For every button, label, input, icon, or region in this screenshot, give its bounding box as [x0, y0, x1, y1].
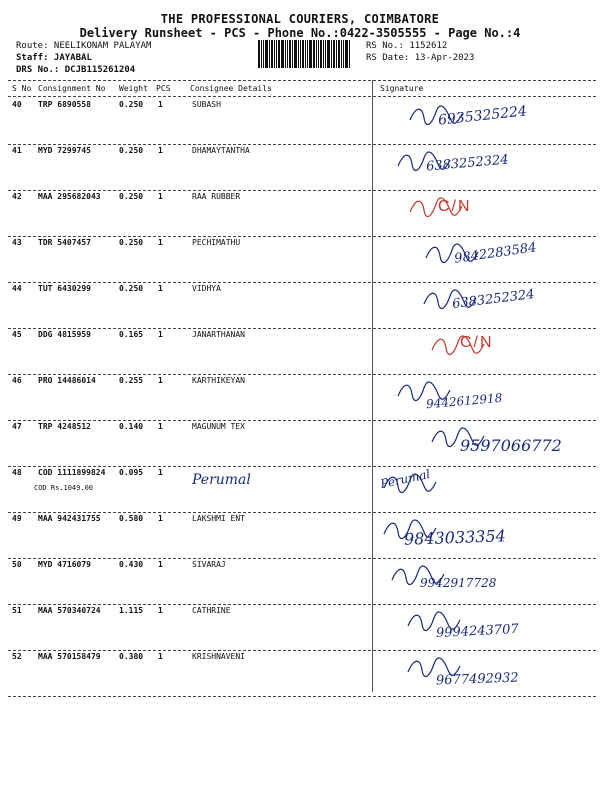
table-row [0, 330, 600, 374]
row-sno: 43 [12, 238, 22, 247]
row-consignee: SIVARAJ [192, 560, 226, 569]
signature-scribble [404, 608, 464, 634]
signature-text: 9677492932 [435, 670, 519, 689]
table-row [0, 284, 600, 328]
row-separator [8, 650, 596, 651]
col-weight: Weight [119, 84, 148, 93]
drs-number: DRS No.: DCJB115261204 [16, 65, 136, 75]
table-row [0, 468, 600, 512]
row-consignment: MAA 570340724 [38, 606, 101, 615]
signature-text: 9442612918 [425, 390, 503, 412]
signature-scribble [394, 378, 454, 404]
row-pcs: 1 [158, 100, 163, 109]
signature-scribble [428, 424, 488, 450]
row-consignment: TUT 6430299 [38, 284, 91, 293]
row-separator [8, 604, 596, 605]
table-row [0, 376, 600, 420]
row-consignee: SUBASH [192, 100, 221, 109]
signature-text: Perumal [379, 466, 432, 492]
signature-text: C/N [460, 334, 494, 351]
row-sno: 46 [12, 376, 22, 385]
row-sno: 47 [12, 422, 22, 431]
row-sno: 41 [12, 146, 22, 155]
table-row [0, 606, 600, 650]
row-consignee: MAGUNUM TEX [192, 422, 245, 431]
row-consignment: TRP 4248512 [38, 422, 91, 431]
row-sno: 48 [12, 468, 22, 477]
table-row [0, 238, 600, 282]
row-consignee: KRISHNAVENI [192, 652, 245, 661]
company-title: THE PROFESSIONAL COURIERS, COIMBATORE [160, 12, 440, 26]
row-sno: 40 [12, 100, 22, 109]
row-sno: 51 [12, 606, 22, 615]
table-row [0, 192, 600, 236]
row-separator [8, 190, 596, 191]
row-pcs: 1 [158, 284, 163, 293]
table-top-rule [8, 80, 596, 81]
row-consignee: Perumal [192, 472, 251, 488]
rs-date: RS Date: 13-Apr-2023 [366, 53, 475, 63]
row-consignment: TRP 6890558 [38, 100, 91, 109]
row-pcs: 1 [158, 330, 163, 339]
row-separator [8, 512, 596, 513]
row-consignment: COD 1111899824 [38, 468, 106, 477]
row-weight: 0.255 [119, 376, 144, 385]
row-separator [8, 236, 596, 237]
row-sno: 44 [12, 284, 22, 293]
signature-scribble [406, 102, 466, 128]
signature-text: 9597066772 [460, 436, 562, 455]
row-consignee: RAA RUBBER [192, 192, 241, 201]
signature-scribble [428, 332, 488, 358]
row-consignee: PECHIMATHU [192, 238, 241, 247]
row-consignee: CATHRINE [192, 606, 231, 615]
row-pcs: 1 [158, 560, 163, 569]
row-sno: 45 [12, 330, 22, 339]
signature-scribble [388, 562, 448, 588]
row-pcs: 1 [158, 514, 163, 523]
meta-left [16, 40, 151, 76]
row-sno: 52 [12, 652, 22, 661]
col-pcs: PCS [156, 84, 171, 93]
signature-text: C/N [438, 198, 472, 215]
table-row [0, 146, 600, 190]
signature-text: 9842283584 [453, 240, 538, 267]
row-consignment: MYD 7299745 [38, 146, 91, 155]
row-separator [8, 696, 596, 697]
col-consignment: Consignment No [38, 84, 106, 93]
row-consignment: PRO 14486014 [38, 376, 96, 385]
col-sno: S No [12, 84, 32, 93]
meta-right [366, 40, 474, 64]
row-weight: 0.250 [119, 146, 144, 155]
route: Route: NEELIKONAM PALAYAM [16, 41, 152, 51]
row-separator [8, 328, 596, 329]
signature-text: 6383252324 [451, 287, 536, 312]
barcode [258, 40, 358, 68]
signature-scribble [380, 516, 440, 542]
cod-amount: COD Rs.1049.00 [34, 484, 94, 492]
row-weight: 0.380 [119, 652, 144, 661]
row-consignment: MAA 570158479 [38, 652, 101, 661]
row-weight: 0.095 [119, 468, 144, 477]
row-weight: 0.250 [119, 192, 144, 201]
row-weight: 0.250 [119, 100, 144, 109]
row-separator [8, 282, 596, 283]
row-consignee: KARTHIKEYAN [192, 376, 245, 385]
row-consignee: JANARTHANAN [192, 330, 245, 339]
signature-scribble [394, 148, 454, 174]
row-consignee: DHAMAYTANTHA [192, 146, 250, 155]
signature-text: 9994243707 [435, 621, 520, 642]
row-pcs: 1 [158, 238, 163, 247]
signature-text: 9843033354 [403, 526, 507, 549]
signature-scribble [380, 470, 440, 496]
staff: Staff: JAYABAL [16, 53, 92, 63]
row-weight: 1.115 [119, 606, 144, 615]
row-pcs: 1 [158, 652, 163, 661]
row-weight: 0.430 [119, 560, 144, 569]
row-consignee: VIDHYA [192, 284, 221, 293]
table-row [0, 560, 600, 604]
row-pcs: 1 [158, 192, 163, 201]
row-pcs: 1 [158, 422, 163, 431]
row-sno: 42 [12, 192, 22, 201]
signature-text: 9942917728 [420, 576, 497, 590]
col-signature: Signature [380, 84, 424, 93]
signature-scribble [406, 194, 466, 220]
table-row [0, 514, 600, 558]
row-pcs: 1 [158, 606, 163, 615]
table-row [0, 652, 600, 696]
header-rule [8, 96, 596, 97]
row-consignment: MAA 295682043 [38, 192, 101, 201]
row-consignment: TDR 5407457 [38, 238, 91, 247]
signature-scribble [422, 240, 482, 266]
row-weight: 0.580 [119, 514, 144, 523]
runsheet-subtitle: Delivery Runsheet - PCS - Phone No.:0422-3505555 - Page No.:4 [79, 26, 521, 40]
table-row [0, 422, 600, 466]
row-pcs: 1 [158, 376, 163, 385]
row-separator [8, 420, 596, 421]
signature-scribble [420, 286, 480, 312]
row-sno: 50 [12, 560, 22, 569]
rs-number: RS No.: 1152612 [366, 41, 448, 51]
row-pcs: 1 [158, 468, 163, 477]
row-separator [8, 144, 596, 145]
row-weight: 0.250 [119, 238, 144, 247]
signature-scribble [404, 654, 464, 680]
signature-text: 6935325224 [437, 103, 528, 129]
signature-text: 6383252324 [425, 152, 510, 175]
row-consignment: DDG 4815959 [38, 330, 91, 339]
row-consignee: LAKSHMI ENT [192, 514, 245, 523]
row-weight: 0.250 [119, 284, 144, 293]
row-weight: 0.165 [119, 330, 144, 339]
row-separator [8, 374, 596, 375]
row-pcs: 1 [158, 146, 163, 155]
row-separator [8, 558, 596, 559]
table-row [0, 100, 600, 144]
row-sno: 49 [12, 514, 22, 523]
row-consignment: MAA 942431755 [38, 514, 101, 523]
col-consignee: Consignee Details [190, 84, 272, 93]
row-weight: 0.140 [119, 422, 144, 431]
row-separator [8, 466, 596, 467]
row-consignment: MYD 4716079 [38, 560, 91, 569]
